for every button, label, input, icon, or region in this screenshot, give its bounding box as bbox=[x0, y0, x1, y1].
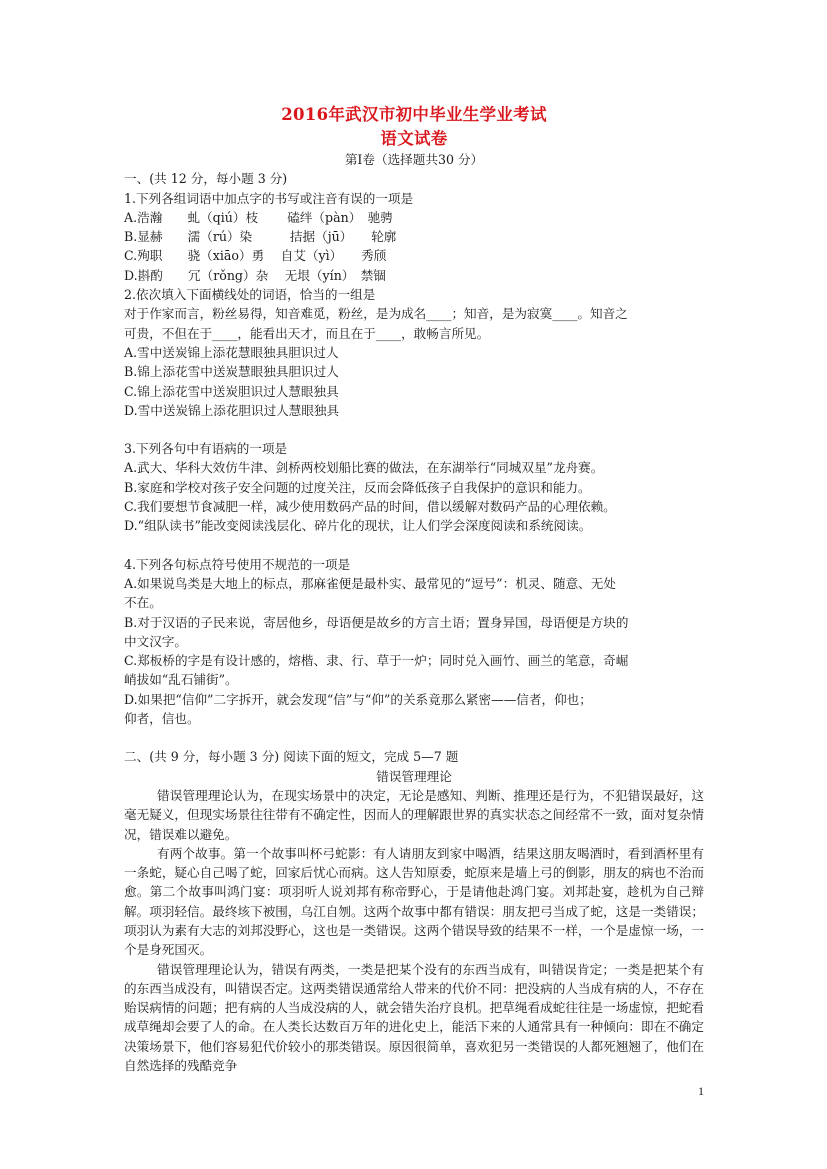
q1-option-a: A.浩瀚 虬（qiú）枝 磕绊（pàn） 驰骋 bbox=[124, 209, 393, 225]
q1-option-b: B.显赫 濡（rú）染 拮据（jū） 轮廓 bbox=[124, 229, 397, 245]
section1-header: 一、(共 12 分，每小题 3 分) bbox=[124, 171, 288, 187]
section2-header: 二、(共 9 分，每小题 3 分) 阅读下面的短文，完成 5—7 题 bbox=[124, 749, 459, 765]
spacer bbox=[124, 728, 704, 747]
q4-option-b-line1: B.对于汉语的子民来说，寄居他乡，母语便是故乡的方言土语；置身异国，母语便是方块的 bbox=[124, 614, 629, 630]
q1-stem: 1.下列各组词语中加点字的书写或注音有误的一项是 bbox=[124, 190, 414, 206]
article-paragraph-2: 有两个故事。第一个故事叫杯弓蛇影：有人请朋友到家中喝酒，结果这朋友喝酒时，看到酒杯里有一条蛇，疑心自己喝了蛇，回家后忧心而病。这人告知原委，蛇原来是墙上弓的倒影，朋友的病也不治而愈。第二个故事叫鸿门宴：项羽听人说刘邦有称帝野心，于是请他赴鸿门宴。刘邦赴宴，趁机为自己辩解。项羽轻信。最终垓下被围，乌江自刎。这两个故事中都有错误：朋友把弓当成了蛇，这是一类错误；项羽认为素有大志的刘邦没野心，这也是一类错误。这两个错误导致的结果不一样，一个是虚惊一场，一个是身死国灭。 bbox=[124, 845, 704, 958]
exam-subtitle: 语文试卷 bbox=[380, 129, 448, 148]
q4-option-c-line1: C.郑板桥的字是有设计感的，熔楷、隶、行、草于一炉；同时兑入画竹、画兰的笔意，奇崛 bbox=[124, 653, 629, 669]
q4-option-c-line2: 峭拔如“乱石铺街”。 bbox=[124, 672, 238, 688]
q4-option-a-line1: A.如果说鸟类是大地上的标点，那麻雀便是最朴实、最常见的“逗号”：机灵、随意、无处 bbox=[124, 575, 616, 591]
q2-passage-line2: 可贵，不但在于____，能看出天才，而且在于____，敢畅言所见。 bbox=[124, 325, 490, 341]
q2-option-c: C.锦上添花雪中送炭胆识过人慧眼独具 bbox=[124, 383, 339, 399]
q3-option-d: D.“组队读书”能改变阅读浅层化、碎片化的现状，让人们学会深度阅读和系统阅读。 bbox=[124, 518, 592, 534]
q3-option-b: B.家庭和学校对孩子安全问题的过度关注，反而会降低孩子自我保护的意识和能力。 bbox=[124, 479, 591, 495]
article-paragraph-3: 错误管理理论认为，错误有两类，一类是把某个没有的东西当成有，叫错误肯定；一类是把某个有的东西当成没有，叫错误否定。这两类错误通常给人带来的代价不同：把没病的人当成有病的人，不存在贻误病情的问题；把有病的人当成没病的人，就会错失治疗良机。把草绳看成蛇往往是一场虚惊，把蛇看成草绳却会要了人的命。在人类长达数百万年的进化史上，能活下来的人通常具有一种倾向：即在不确定决策场景下，他们容易犯代价较小的那类错误。原因很简单，喜欢犯另一类错误的人都死翘翘了，他们在自然选择的残酷竞争 bbox=[124, 961, 704, 1074]
article-paragraph-1: 错误管理理论认为，在现实场景中的决定，无论是感知、判断、推理还是行为，不犯错误最好，这毫无疑义，但现实场景往往带有不确定性，因而人的理解跟世界的真实状态之间经常不一致，面对复杂情况，错误难以避免。 bbox=[124, 787, 704, 842]
q3-stem: 3.下列各句中有语病的一项是 bbox=[124, 441, 288, 457]
q2-stem: 2.依次填入下面横线处的词语，恰当的一组是 bbox=[124, 287, 376, 303]
exam-title: 2016年武汉市初中毕业生学业考试 bbox=[281, 105, 547, 124]
q2-passage-line1: 对于作家而言，粉丝易得，知音难觅，粉丝，是为成名____；知音，是为寂寞____。知音之 bbox=[124, 306, 628, 322]
page-number: 1 bbox=[698, 1084, 704, 1098]
q3-option-a: A.武大、华科大效仿牛津、剑桥两校划船比赛的做法，在东湖举行“同城双星”龙舟赛。 bbox=[124, 460, 604, 476]
article-title: 错误管理理论 bbox=[376, 768, 452, 784]
q4-option-d-line2: 仰者，信也。 bbox=[124, 711, 200, 727]
q2-option-d: D.雪中送炭锦上添花胆识过人慧眼独具 bbox=[124, 402, 340, 418]
q4-option-d-line1: D.如果把“信仰”二字拆开，就会发现“信”与“仰”的关系竟那么紧密——信者，仰也； bbox=[124, 691, 592, 707]
q1-option-c: C.殉职 骁（xiāo）勇 自艾（yì） 秀颀 bbox=[124, 248, 387, 264]
q4-option-b-line2: 中文汉字。 bbox=[124, 633, 187, 649]
spacer bbox=[124, 420, 704, 439]
spacer bbox=[124, 536, 704, 555]
q2-option-a: A.雪中送炭锦上添花慧眼独具胆识过人 bbox=[124, 344, 339, 360]
page-content bbox=[124, 104, 704, 1075]
volume-label: 第Ⅰ卷（选择题共30 分） bbox=[344, 152, 484, 167]
q4-option-a-line2: 不在。 bbox=[124, 595, 162, 611]
q2-option-b: B.锦上添花雪中送炭慧眼独具胆识过人 bbox=[124, 364, 339, 380]
q1-option-d: D.斟酌 冗（rǒng）杂 无垠（yín） 禁锢 bbox=[124, 267, 386, 283]
q3-option-c: C.我们要想节食减肥一样，减少使用数码产品的时间，借以缓解对数码产品的心理依赖。 bbox=[124, 499, 616, 515]
q4-stem: 4.下列各句标点符号使用不规范的一项是 bbox=[124, 556, 351, 572]
